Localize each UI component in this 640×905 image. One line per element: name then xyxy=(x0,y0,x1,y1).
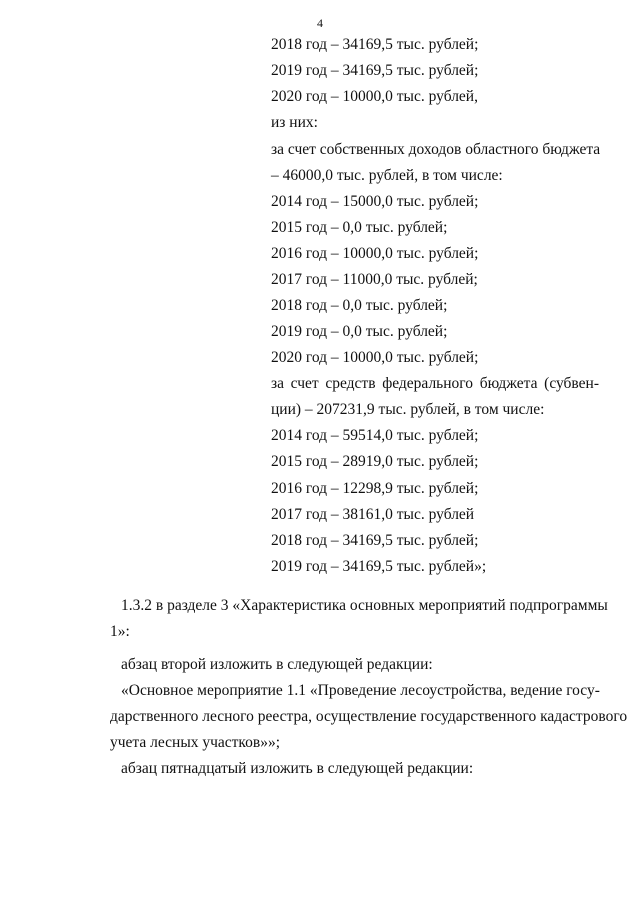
list-item: 2014 год – 15000,0 тыс. рублей; xyxy=(271,193,479,210)
list-item: 2020 год – 10000,0 тыс. рублей, xyxy=(271,88,478,105)
list-item: 2019 год – 0,0 тыс. рублей; xyxy=(271,323,448,340)
list-item: 2015 год – 0,0 тыс. рублей; xyxy=(271,219,448,236)
quote-line: «Основное мероприятие 1.1 «Проведение лесоустройства, ведение госу- xyxy=(121,682,600,699)
text-line: за счет собственных доходов областного бюджета xyxy=(271,141,601,158)
list-item: 2016 год – 12298,9 тыс. рублей; xyxy=(271,480,479,497)
paragraph-second: абзац второй изложить в следующей редакции: xyxy=(121,656,433,673)
paragraph-fifteenth: абзац пятнадцатый изложить в следующей редакции: xyxy=(121,760,474,777)
quote-line: дарственного лесного реестра, осуществление государственного кадастрового xyxy=(110,708,628,725)
list-item: 2018 год – 34169,5 тыс. рублей; xyxy=(271,532,479,549)
list-item: 2019 год – 34169,5 тыс. рублей»; xyxy=(271,558,487,575)
list-item: 2019 год – 34169,5 тыс. рублей; xyxy=(271,62,479,79)
list-item: 2018 год – 0,0 тыс. рублей; xyxy=(271,297,448,314)
text-line: из них: xyxy=(271,114,318,131)
list-item: 2017 год – 11000,0 тыс. рублей; xyxy=(271,271,478,288)
text-line: за счет средств федерального бюджета (субвен- xyxy=(271,375,599,392)
list-item: 2017 год – 38161,0 тыс. рублей xyxy=(271,506,475,523)
list-item: 2020 год – 10000,0 тыс. рублей; xyxy=(271,349,479,366)
section-heading: 1.3.2 в разделе 3 «Характеристика основных мероприятий подпрограммы xyxy=(121,597,608,614)
list-item: 2016 год – 10000,0 тыс. рублей; xyxy=(271,245,479,262)
page-number: 4 xyxy=(317,16,323,30)
quote-line: учета лесных участков»»; xyxy=(110,734,281,751)
list-item: 2018 год – 34169,5 тыс. рублей; xyxy=(271,36,479,53)
list-item: 2015 год – 28919,0 тыс. рублей; xyxy=(271,453,479,470)
text-line: 1»: xyxy=(110,623,130,640)
text-line: – 46000,0 тыс. рублей, в том числе: xyxy=(271,167,503,184)
text-line: ции) – 207231,9 тыс. рублей, в том числе: xyxy=(271,401,545,418)
list-item: 2014 год – 59514,0 тыс. рублей; xyxy=(271,427,479,444)
